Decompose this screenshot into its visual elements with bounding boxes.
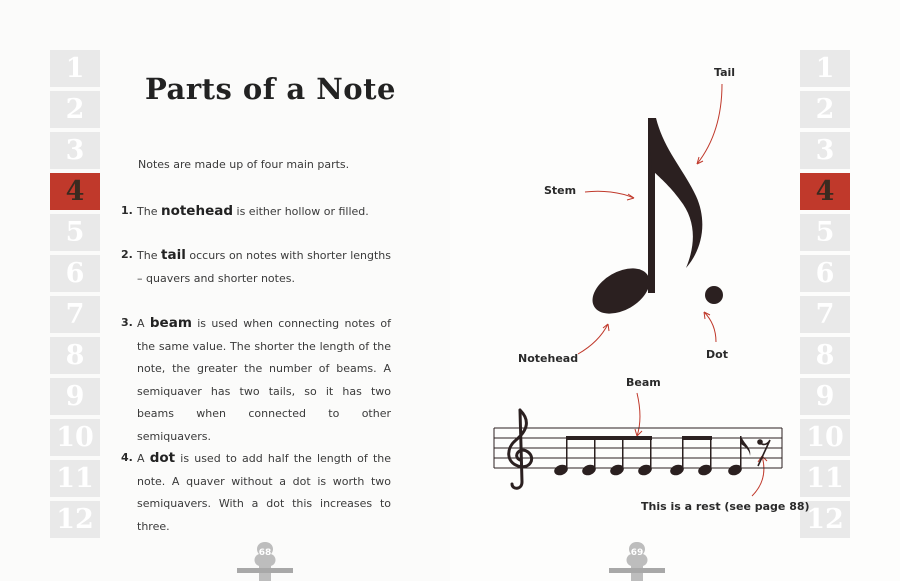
item-number: 2. xyxy=(121,248,133,261)
big-quaver xyxy=(585,118,723,323)
item-text: is either hollow or filled. xyxy=(233,205,369,218)
item-text: is used to add half the length of the note. A quaver without a dot is worth two semiquavers. With a dot this increases to three. xyxy=(137,452,391,533)
item-pre: A xyxy=(137,317,150,330)
item-text: is used when connecting notes of the same value. The shorter the length of the note, the greater the number of beams. A semiquaver has two tails, so it has two beams when connected to other semiquavers. xyxy=(137,317,391,443)
item-number: 3. xyxy=(121,316,133,329)
chapter-tab[interactable]: 1 xyxy=(50,50,100,87)
beam-label: Beam xyxy=(626,376,661,389)
chapter-tab[interactable]: 8 xyxy=(50,337,100,374)
chapter-tab[interactable]: 8 xyxy=(800,337,850,374)
dot-shape xyxy=(705,286,723,304)
note-illustration xyxy=(480,60,800,530)
intro-text: Notes are made up of four main parts. xyxy=(138,158,350,171)
chapter-tab[interactable]: 10 xyxy=(50,419,100,456)
chapter-tab[interactable]: 6 xyxy=(800,255,850,292)
item-number: 1. xyxy=(121,204,133,217)
chapter-tab[interactable]: 2 xyxy=(800,91,850,128)
page-number-ornament xyxy=(607,538,667,581)
item-pre: The xyxy=(137,249,161,262)
chapter-tab[interactable]: 12 xyxy=(800,501,850,538)
chapter-tab[interactable]: 9 xyxy=(800,378,850,415)
beamed-notes xyxy=(553,436,751,477)
page-number: 69 xyxy=(630,548,644,558)
chapter-tab[interactable]: 3 xyxy=(50,132,100,169)
item-pre: The xyxy=(137,205,161,218)
treble-clef-icon xyxy=(509,410,532,488)
list-item xyxy=(121,312,391,448)
list-item xyxy=(121,244,391,290)
chapter-tab[interactable]: 2 xyxy=(50,91,100,128)
chapter-tab[interactable]: 5 xyxy=(800,214,850,251)
item-text: occurs on notes with shorter lengths – quavers and shorter notes. xyxy=(137,249,391,285)
chapter-tab[interactable]: 6 xyxy=(50,255,100,292)
rest-label: This is a rest (see page 88) xyxy=(641,500,810,513)
notehead-label: Notehead xyxy=(518,352,579,365)
tail-label: Tail xyxy=(714,66,736,79)
chapter-tab[interactable]: 12 xyxy=(50,501,100,538)
chapter-tab[interactable]: 7 xyxy=(800,296,850,333)
chapter-tab-active[interactable]: 4 xyxy=(800,173,850,210)
chapter-tab[interactable]: 11 xyxy=(50,460,100,497)
list-item xyxy=(121,447,391,538)
chapter-tabs-right xyxy=(800,50,850,542)
page-number: 68 xyxy=(258,548,272,558)
chapter-tab[interactable]: 10 xyxy=(800,419,850,456)
notehead-shape xyxy=(585,259,658,323)
chapter-tabs-left xyxy=(50,50,100,542)
chapter-tab[interactable]: 7 xyxy=(50,296,100,333)
list-item xyxy=(121,200,391,224)
dot-label: Dot xyxy=(706,348,728,361)
tail-shape xyxy=(648,118,702,268)
item-keyword: tail xyxy=(161,247,186,263)
page-title: Parts of a Note xyxy=(145,72,396,106)
stem-label: Stem xyxy=(544,184,577,197)
chapter-tab[interactable]: 1 xyxy=(800,50,850,87)
chapter-tab-active[interactable]: 4 xyxy=(50,173,100,210)
item-pre: A xyxy=(137,452,150,465)
item-keyword: beam xyxy=(149,315,192,331)
chapter-tab[interactable]: 5 xyxy=(50,214,100,251)
chapter-tab[interactable]: 9 xyxy=(50,378,100,415)
chapter-tab[interactable]: 11 xyxy=(800,460,850,497)
item-number: 4. xyxy=(121,451,133,464)
item-keyword: dot xyxy=(149,450,176,466)
item-keyword: notehead xyxy=(160,203,234,219)
chapter-tab[interactable]: 3 xyxy=(800,132,850,169)
page-number-ornament xyxy=(235,538,295,581)
